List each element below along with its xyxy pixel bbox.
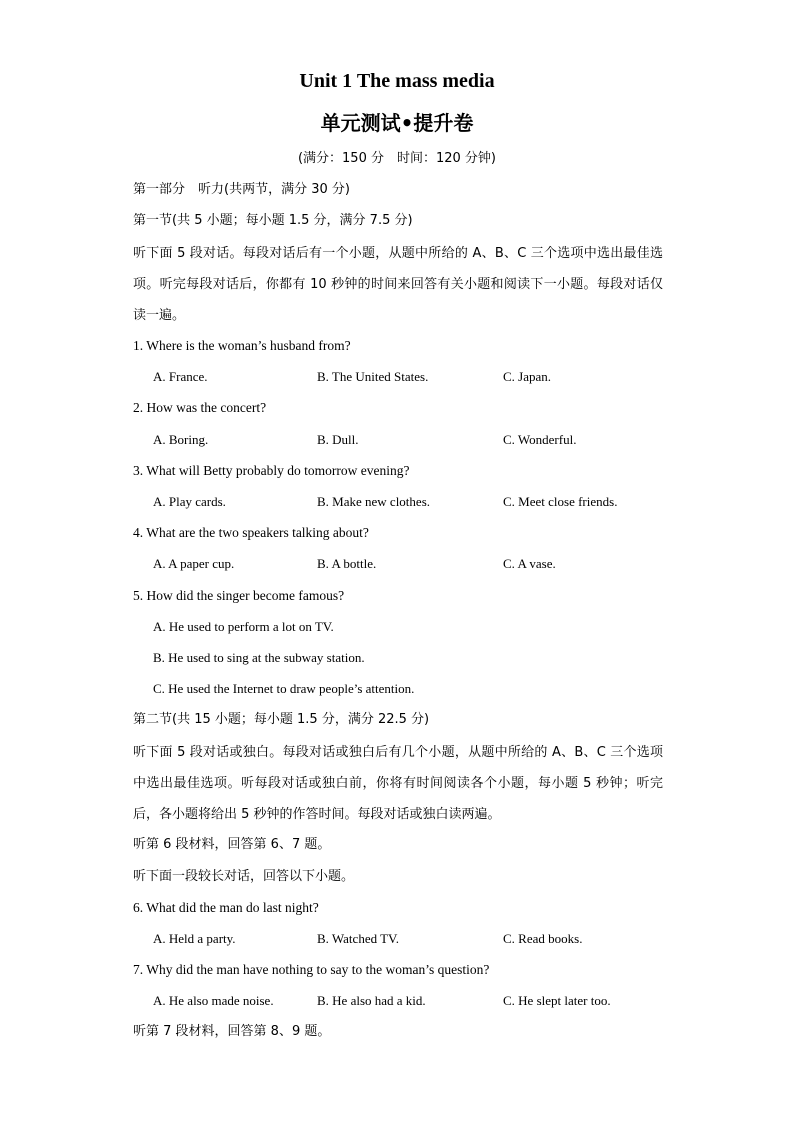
question-4-options	[153, 555, 673, 573]
score-time-info: (满分：150 分 时间：120 分钟)	[297, 151, 497, 166]
section2-heading: 第二节(共 15 小题；每小题 1.5 分，满分 22.5 分)	[133, 712, 430, 727]
option-a: A. Play cards.	[153, 494, 226, 509]
option-c: C. He slept later too.	[503, 993, 611, 1008]
question-7: 7. Why did the man have nothing to say to the woman’s question?	[133, 962, 490, 977]
material-6-note: 听下面一段较长对话，回答以下小题。	[133, 869, 355, 884]
part1-heading: 第一部分 听力(共两节，满分 30 分)	[133, 182, 350, 197]
section1-heading: 第一节(共 5 小题；每小题 1.5 分，满分 7.5 分)	[133, 213, 413, 228]
question-4: 4. What are the two speakers talking about?	[133, 525, 369, 540]
option-c: C. Read books.	[503, 931, 583, 946]
question-3-options	[153, 493, 673, 511]
question-2: 2. How was the concert?	[133, 400, 267, 415]
question-5-option-b: B. He used to sing at the subway station.	[153, 650, 365, 665]
option-c: C. Japan.	[503, 369, 552, 384]
question-2-options	[153, 431, 673, 449]
option-a: A. France.	[153, 369, 208, 384]
page-subtitle: 单元测试•提升卷	[320, 111, 474, 135]
option-c: C. Wonderful.	[503, 432, 577, 447]
option-b: B. Make new clothes.	[317, 494, 431, 509]
question-6-options	[153, 930, 673, 948]
option-b: B. The United States.	[317, 369, 429, 384]
option-a: A. A paper cup.	[153, 556, 235, 571]
question-5-option-a: A. He used to perform a lot on TV.	[153, 619, 334, 634]
material-6-heading: 听第 6 段材料，回答第 6、7 题。	[133, 837, 331, 852]
question-6: 6. What did the man do last night?	[133, 900, 319, 915]
question-7-options	[153, 992, 673, 1010]
option-b: B. He also had a kid.	[317, 993, 426, 1008]
option-b: B. Dull.	[317, 432, 359, 447]
section2-instructions: 听下面 5 段对话或独白。每段对话或独白后有几个小题，从题中所给的 A、B、C 三个选项中选出最佳选项。听每段对话或独白前，你将有时间阅读各个小题，每小题 5 秒钟；听完后，各小题将给出 5 秒钟的作答时间。每段对话或独白读两遍。	[133, 745, 663, 822]
question-5-option-c: C. He used the Internet to draw people’s attention.	[153, 681, 415, 696]
page-title: Unit 1 The mass media	[299, 70, 495, 92]
question-1: 1. Where is the woman’s husband from?	[133, 338, 351, 353]
question-3: 3. What will Betty probably do tomorrow evening?	[133, 463, 410, 478]
question-1-options	[153, 368, 673, 386]
option-a: A. He also made noise.	[153, 993, 274, 1008]
material-7-heading: 听第 7 段材料，回答第 8、9 题。	[133, 1024, 331, 1039]
option-a: A. Held a party.	[153, 931, 236, 946]
option-b: B. A bottle.	[317, 556, 377, 571]
section1-instructions: 听下面 5 段对话。每段对话后有一个小题，从题中所给的 A、B、C 三个选项中选出最佳选项。听完每段对话后，你都有 10 秒钟的时间来回答有关小题和阅读下一小题。每段对话仅读一遍。	[133, 246, 663, 323]
option-b: B. Watched TV.	[317, 931, 400, 946]
option-a: A. Boring.	[153, 432, 209, 447]
option-c: C. Meet close friends.	[503, 494, 618, 509]
option-c: C. A vase.	[503, 556, 556, 571]
question-5: 5. How did the singer become famous?	[133, 588, 345, 603]
